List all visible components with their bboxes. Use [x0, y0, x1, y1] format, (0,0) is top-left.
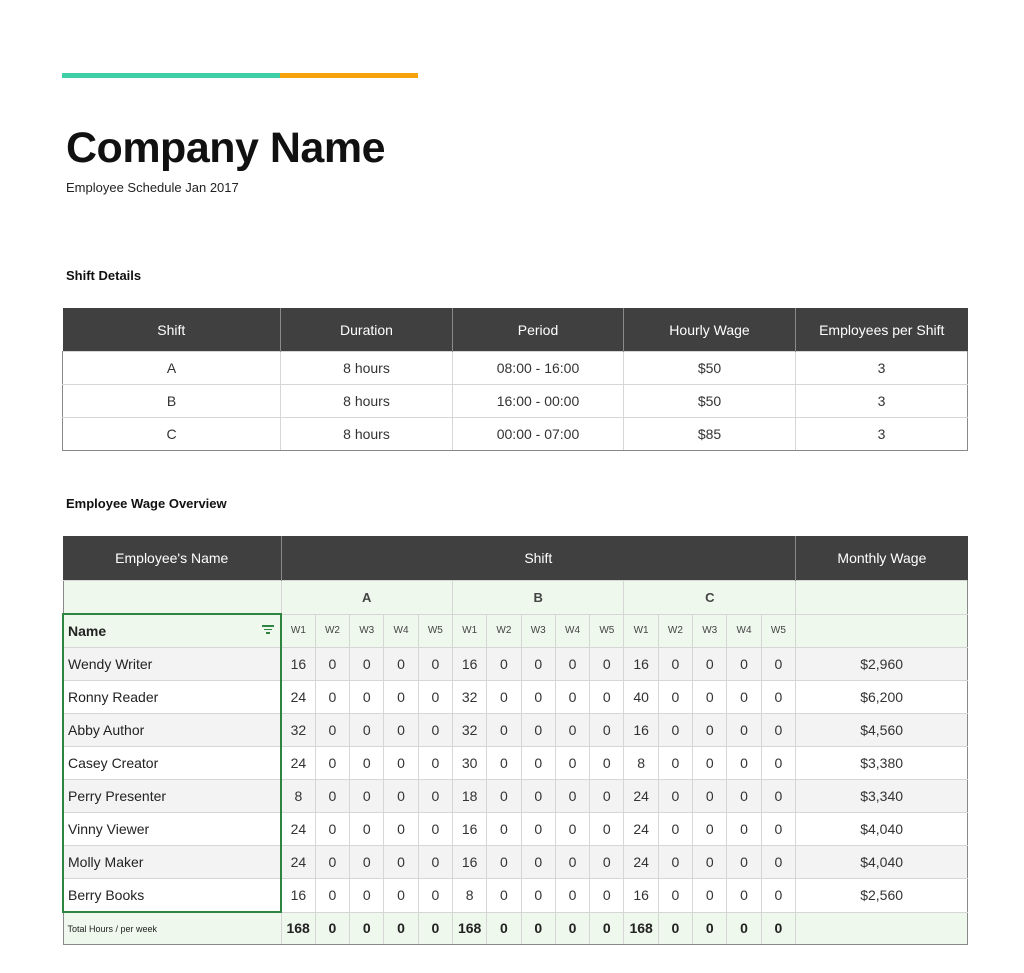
hours-cell: 0	[350, 714, 384, 747]
hours-cell: 0	[555, 648, 589, 681]
accent-bar	[62, 73, 418, 78]
total-hours-cell: 0	[521, 912, 555, 945]
hours-cell: 0	[693, 813, 727, 846]
accent-bar-teal	[62, 73, 280, 78]
total-hours-cell: 0	[315, 912, 349, 945]
employee-name-header: Employee's Name	[63, 536, 281, 581]
shift-cell: 8 hours	[281, 418, 453, 451]
hours-cell: 0	[418, 681, 452, 714]
hours-cell: 0	[350, 648, 384, 681]
hours-cell: 0	[418, 813, 452, 846]
hours-cell: 0	[727, 714, 761, 747]
name-column-label: Name	[68, 623, 107, 639]
hours-cell: 24	[624, 813, 658, 846]
hours-cell: 24	[281, 747, 315, 780]
accent-bar-orange	[280, 73, 418, 78]
hours-cell: 0	[761, 846, 795, 879]
hours-cell: 0	[761, 714, 795, 747]
employee-name[interactable]: Abby Author	[63, 714, 281, 747]
week-label: W2	[315, 614, 349, 648]
hours-cell: 0	[761, 780, 795, 813]
shift-column-header: Hourly Wage	[624, 308, 796, 352]
hours-cell: 16	[281, 879, 315, 913]
hours-cell: 0	[384, 879, 418, 913]
hours-cell: 0	[693, 780, 727, 813]
hours-cell: 0	[658, 714, 692, 747]
hours-cell: 40	[624, 681, 658, 714]
totals-spacer-cell	[796, 912, 968, 945]
shift-group-label: B	[452, 581, 623, 615]
hours-cell: 0	[761, 681, 795, 714]
employee-row	[63, 714, 968, 747]
hours-cell: 0	[521, 747, 555, 780]
shift-cell: $85	[624, 418, 796, 451]
total-hours-cell: 0	[384, 912, 418, 945]
total-hours-cell: 0	[658, 912, 692, 945]
week-label: W5	[418, 614, 452, 648]
totals-label: Total Hours / per week	[63, 912, 281, 945]
shift-header: Shift	[281, 536, 796, 581]
hours-cell: 0	[487, 648, 521, 681]
hours-cell: 0	[727, 747, 761, 780]
monthly-wage-cell: $2,960	[796, 648, 968, 681]
hours-cell: 0	[487, 879, 521, 913]
hours-cell: 0	[555, 747, 589, 780]
monthly-wage-cell: $6,200	[796, 681, 968, 714]
hours-cell: 0	[555, 681, 589, 714]
shift-group-label: A	[281, 581, 452, 615]
week-label: W2	[487, 614, 521, 648]
wage-table-header-row	[63, 536, 968, 581]
week-label: W2	[658, 614, 692, 648]
total-hours-cell: 0	[693, 912, 727, 945]
company-title: Company Name	[66, 124, 385, 172]
hours-cell: 0	[521, 879, 555, 913]
shift-cell: 3	[796, 418, 968, 451]
week-label: W1	[452, 614, 486, 648]
hours-cell: 0	[555, 879, 589, 913]
employee-row	[63, 780, 968, 813]
employee-name[interactable]: Molly Maker	[63, 846, 281, 879]
hours-cell: 0	[418, 846, 452, 879]
week-label: W4	[384, 614, 418, 648]
hours-cell: 0	[384, 747, 418, 780]
hours-cell: 24	[281, 846, 315, 879]
hours-cell: 0	[350, 879, 384, 913]
total-hours-cell: 0	[487, 912, 521, 945]
week-label: W3	[350, 614, 384, 648]
group-spacer-cell	[63, 581, 281, 615]
hours-cell: 0	[487, 747, 521, 780]
hours-cell: 0	[384, 780, 418, 813]
week-label: W3	[521, 614, 555, 648]
hours-cell: 0	[590, 813, 624, 846]
monthly-wage-cell: $3,340	[796, 780, 968, 813]
shift-details-heading: Shift Details	[66, 268, 142, 283]
shift-group-label: C	[624, 581, 796, 615]
monthly-wage-cell: $4,040	[796, 846, 968, 879]
monthly-wage-cell: $4,560	[796, 714, 968, 747]
hours-cell: 32	[452, 714, 486, 747]
hours-cell: 0	[727, 648, 761, 681]
week-header-row	[63, 614, 968, 648]
totals-row	[63, 912, 968, 945]
hours-cell: 0	[590, 747, 624, 780]
hours-cell: 0	[521, 846, 555, 879]
hours-cell: 18	[452, 780, 486, 813]
employee-name[interactable]: Vinny Viewer	[63, 813, 281, 846]
hours-cell: 16	[452, 813, 486, 846]
hours-cell: 0	[761, 879, 795, 913]
hours-cell: 24	[624, 846, 658, 879]
hours-cell: 0	[590, 714, 624, 747]
hours-cell: 0	[761, 648, 795, 681]
shift-row	[63, 385, 968, 418]
hours-cell: 0	[693, 714, 727, 747]
employee-row	[63, 813, 968, 846]
hours-cell: 0	[761, 813, 795, 846]
employee-row	[63, 747, 968, 780]
week-label: W1	[281, 614, 315, 648]
shift-cell: A	[63, 352, 281, 385]
hours-cell: 24	[281, 813, 315, 846]
hours-cell: 0	[590, 681, 624, 714]
employee-name[interactable]: Casey Creator	[63, 747, 281, 780]
hours-cell: 0	[761, 747, 795, 780]
hours-cell: 16	[281, 648, 315, 681]
name-column-header[interactable]	[63, 614, 281, 648]
hours-cell: 0	[521, 813, 555, 846]
monthly-wage-cell: $4,040	[796, 813, 968, 846]
hours-cell: 24	[624, 780, 658, 813]
hours-cell: 0	[487, 681, 521, 714]
total-hours-cell: 0	[555, 912, 589, 945]
employee-name[interactable]: Berry Books	[63, 879, 281, 913]
hours-cell: 0	[658, 813, 692, 846]
hours-cell: 0	[658, 747, 692, 780]
document-subtitle: Employee Schedule Jan 2017	[66, 180, 239, 195]
employee-row	[63, 681, 968, 714]
hours-cell: 0	[590, 780, 624, 813]
hours-cell: 0	[487, 780, 521, 813]
week-label: W4	[727, 614, 761, 648]
employee-name[interactable]: Wendy Writer	[63, 648, 281, 681]
wage-overview-table	[62, 536, 968, 945]
hours-cell: 0	[727, 879, 761, 913]
hours-cell: 0	[315, 813, 349, 846]
week-label: W3	[693, 614, 727, 648]
hours-cell: 0	[658, 648, 692, 681]
hours-cell: 16	[452, 846, 486, 879]
hours-cell: 0	[590, 879, 624, 913]
hours-cell: 0	[315, 747, 349, 780]
hours-cell: 0	[315, 648, 349, 681]
hours-cell: 16	[624, 879, 658, 913]
hours-cell: 32	[281, 714, 315, 747]
hours-cell: 0	[315, 714, 349, 747]
hours-cell: 0	[315, 780, 349, 813]
hours-cell: 32	[452, 681, 486, 714]
hours-cell: 0	[658, 846, 692, 879]
monthly-wage-header: Monthly Wage	[796, 536, 968, 581]
week-spacer-cell	[796, 614, 968, 648]
hours-cell: 0	[521, 714, 555, 747]
hours-cell: 0	[555, 813, 589, 846]
shift-row	[63, 352, 968, 385]
shift-details-table	[62, 308, 968, 451]
week-label: W1	[624, 614, 658, 648]
hours-cell: 0	[350, 747, 384, 780]
monthly-wage-cell: $2,560	[796, 879, 968, 913]
shift-cell: C	[63, 418, 281, 451]
group-spacer-cell	[796, 581, 968, 615]
shift-cell: $50	[624, 385, 796, 418]
hours-cell: 0	[727, 780, 761, 813]
hours-cell: 0	[555, 714, 589, 747]
hours-cell: 0	[418, 648, 452, 681]
shift-table-header-row	[63, 308, 968, 352]
week-label: W5	[590, 614, 624, 648]
hours-cell: 0	[350, 780, 384, 813]
week-label: W4	[555, 614, 589, 648]
total-hours-cell: 0	[350, 912, 384, 945]
hours-cell: 0	[727, 681, 761, 714]
hours-cell: 0	[693, 879, 727, 913]
hours-cell: 8	[452, 879, 486, 913]
hours-cell: 0	[315, 681, 349, 714]
shift-cell: B	[63, 385, 281, 418]
monthly-wage-cell: $3,380	[796, 747, 968, 780]
hours-cell: 16	[624, 648, 658, 681]
hours-cell: 8	[281, 780, 315, 813]
hours-cell: 0	[658, 780, 692, 813]
hours-cell: 0	[693, 747, 727, 780]
hours-cell: 8	[624, 747, 658, 780]
hours-cell: 0	[487, 846, 521, 879]
total-hours-cell: 0	[418, 912, 452, 945]
shift-cell: 00:00 - 07:00	[453, 418, 624, 451]
hours-cell: 0	[350, 846, 384, 879]
shift-cell: $50	[624, 352, 796, 385]
shift-column-header: Duration	[281, 308, 453, 352]
hours-cell: 16	[624, 714, 658, 747]
shift-cell: 3	[796, 352, 968, 385]
shift-column-header: Period	[453, 308, 624, 352]
hours-cell: 0	[350, 813, 384, 846]
hours-cell: 0	[384, 846, 418, 879]
employee-row	[63, 879, 968, 913]
hours-cell: 0	[384, 648, 418, 681]
hours-cell: 0	[315, 846, 349, 879]
employee-name[interactable]: Ronny Reader	[63, 681, 281, 714]
filter-icon[interactable]	[262, 625, 274, 635]
total-hours-cell: 0	[761, 912, 795, 945]
shift-cell: 8 hours	[281, 352, 453, 385]
hours-cell: 0	[315, 879, 349, 913]
hours-cell: 0	[384, 813, 418, 846]
hours-cell: 0	[384, 681, 418, 714]
hours-cell: 0	[555, 780, 589, 813]
hours-cell: 0	[418, 714, 452, 747]
hours-cell: 0	[418, 747, 452, 780]
hours-cell: 0	[350, 681, 384, 714]
total-hours-cell: 0	[727, 912, 761, 945]
total-hours-cell: 168	[452, 912, 486, 945]
hours-cell: 0	[521, 681, 555, 714]
shift-cell: 08:00 - 16:00	[453, 352, 624, 385]
total-hours-cell: 168	[281, 912, 315, 945]
wage-overview-heading: Employee Wage Overview	[66, 496, 227, 511]
hours-cell: 0	[521, 648, 555, 681]
employee-name[interactable]: Perry Presenter	[63, 780, 281, 813]
hours-cell: 0	[727, 846, 761, 879]
hours-cell: 0	[658, 879, 692, 913]
week-label: W5	[761, 614, 795, 648]
hours-cell: 0	[590, 846, 624, 879]
hours-cell: 16	[452, 648, 486, 681]
hours-cell: 0	[590, 648, 624, 681]
hours-cell: 0	[487, 714, 521, 747]
shift-row	[63, 418, 968, 451]
hours-cell: 0	[418, 780, 452, 813]
hours-cell: 24	[281, 681, 315, 714]
hours-cell: 0	[693, 846, 727, 879]
shift-cell: 16:00 - 00:00	[453, 385, 624, 418]
total-hours-cell: 168	[624, 912, 658, 945]
hours-cell: 0	[418, 879, 452, 913]
hours-cell: 0	[693, 681, 727, 714]
hours-cell: 0	[693, 648, 727, 681]
hours-cell: 0	[555, 846, 589, 879]
hours-cell: 0	[727, 813, 761, 846]
shift-cell: 8 hours	[281, 385, 453, 418]
shift-group-row	[63, 581, 968, 615]
hours-cell: 30	[452, 747, 486, 780]
hours-cell: 0	[658, 681, 692, 714]
shift-column-header: Employees per Shift	[796, 308, 968, 352]
employee-row	[63, 648, 968, 681]
total-hours-cell: 0	[590, 912, 624, 945]
shift-cell: 3	[796, 385, 968, 418]
hours-cell: 0	[384, 714, 418, 747]
shift-column-header: Shift	[63, 308, 281, 352]
employee-row	[63, 846, 968, 879]
hours-cell: 0	[521, 780, 555, 813]
hours-cell: 0	[487, 813, 521, 846]
